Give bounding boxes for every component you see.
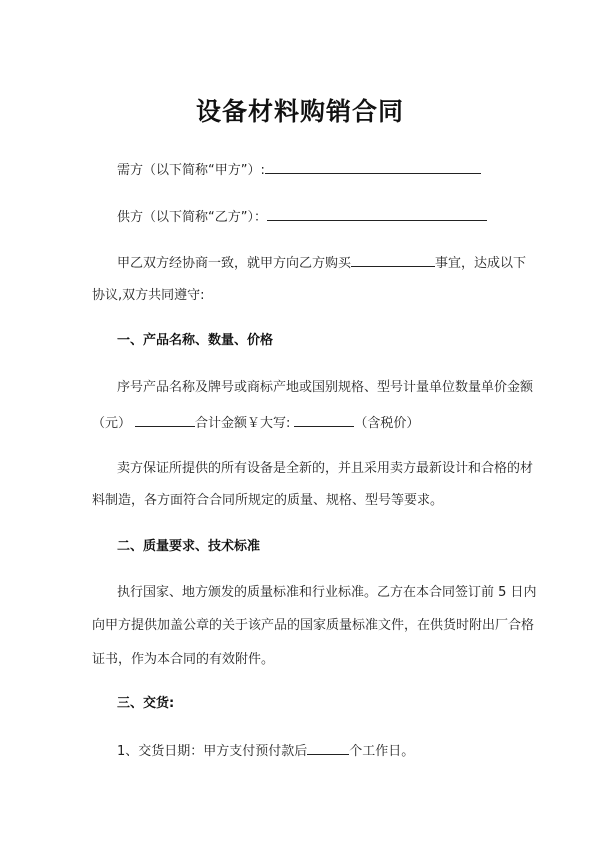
intro-line-1 (117, 252, 526, 273)
delivery-date-text-2: 个工作日。 (349, 744, 415, 759)
section2-heading: 二、质量要求、技术标准 (117, 539, 261, 554)
working-days-blank[interactable] (307, 740, 349, 755)
section1-heading: 一、产品名称、数量、价格 (117, 333, 274, 348)
delivery-date-line (117, 740, 414, 761)
intro-text-2: 事宜，达成以下 (435, 256, 527, 271)
unit-label: （元） (92, 416, 132, 431)
seller-line (117, 206, 487, 227)
tax-note: （含税价） (354, 416, 420, 431)
section1-para-line-1: 卖方保证所提供的所有设备是全新的，并且采用卖方最新设计和合格的材 (117, 461, 534, 476)
buyer-label: 需方（以下简称“甲方”）: (117, 163, 265, 178)
section2-line-3: 证书，作为本合同的有效附件。 (92, 652, 275, 667)
section2-line-2: 向甲方提供加盖公章的关于该产品的国家质量标准文件，在供货时附出厂合格 (92, 618, 535, 633)
section3-heading: 三、交货: (117, 696, 175, 711)
buyer-blank[interactable] (265, 159, 481, 174)
delivery-date-text-1: 1、交货日期：甲方支付预付款后 (117, 744, 308, 759)
seller-label: 供方（以下简称“乙方”）： (117, 210, 267, 225)
intro-text-1: 甲乙双方经协商一致，就甲方向乙方购买 (117, 256, 352, 271)
total-label: 合计金额￥大写: (195, 416, 291, 431)
intro-line-2: 协议,双方共同遵守: (92, 288, 205, 303)
section2-line-1: 执行国家、地方颁发的质量标准和行业标准。乙方在本合同签订前 5 日内 (117, 585, 537, 600)
buyer-line (117, 159, 481, 180)
amount-blank[interactable] (135, 412, 195, 427)
purchase-item-blank[interactable] (351, 252, 435, 267)
section1-columns-line: 序号产品名称及牌号或商标产地或国别规格、型号计量单位数量单价金额 (117, 380, 534, 395)
section1-para-line-2: 料制造，各方面符合合同所规定的质量、规格、型号等要求。 (92, 493, 444, 508)
section1-total-line (92, 412, 419, 433)
total-uppercase-blank[interactable] (294, 412, 354, 427)
seller-blank[interactable] (267, 206, 487, 221)
document-title: 设备材料购销合同 (195, 97, 404, 126)
